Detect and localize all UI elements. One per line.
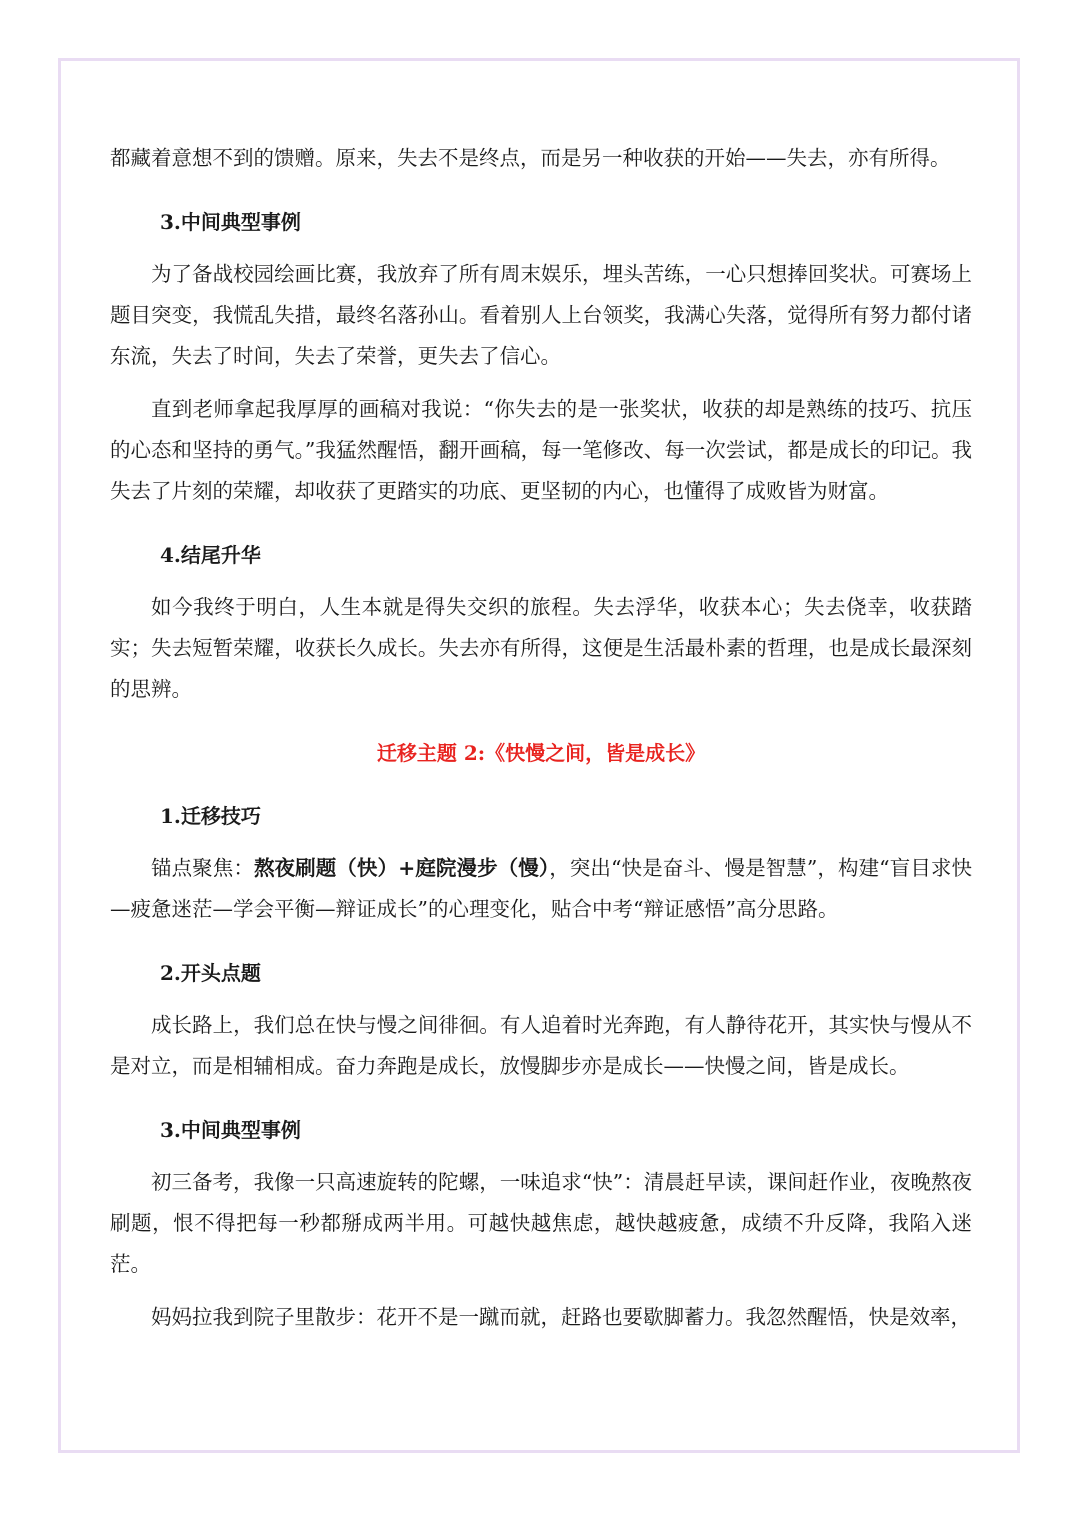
- skill-anchor-bold: 熬夜刷题（快）+庭院漫步（慢）: [253, 856, 550, 880]
- example-paragraph-1a: 为了备战校园绘画比赛，我放弃了所有周末娱乐，埋头苦练，一心只想捧回奖状。可赛场上题目突变，我慌乱失措，最终名落孙山。看着别人上台领奖，我满心失落，觉得所有努力都付诸东流，失去了时间，失去了荣誉，更失去了信心。: [110, 262, 972, 368]
- section-heading-middle-examples: 3.中间典型事例: [160, 210, 301, 234]
- skill-prefix: 锚点聚焦：: [151, 856, 254, 880]
- ending-paragraph: 如今我终于明白，人生本就是得失交织的旅程。失去浮华，收获本心；失去侥幸，收获踏实；失去短暂荣耀，收获长久成长。失去亦有所得，这便是生活最朴素的哲理，也是成长最深刻的思辨。: [110, 595, 972, 701]
- section-heading-opening: 2.开头点题: [160, 961, 261, 985]
- theme-2-title: 迁移主题 2:《快慢之间，皆是成长》: [376, 741, 706, 765]
- intro-ending-paragraph: 都藏着意想不到的馈赠。原来，失去不是终点，而是另一种收获的开始——失去，亦有所得。: [110, 146, 951, 170]
- skill-paragraph: [110, 848, 972, 930]
- section-heading-middle-examples-2: 3.中间典型事例: [160, 1118, 301, 1142]
- opening-paragraph: 成长路上，我们总在快与慢之间徘徊。有人追着时光奔跑，有人静待花开，其实快与慢从不是对立，而是相辅相成。奋力奔跑是成长，放慢脚步亦是成长——快慢之间，皆是成长。: [110, 1013, 972, 1078]
- example-paragraph-1b: 直到老师拿起我厚厚的画稿对我说：“你失去的是一张奖状，收获的却是熟练的技巧、抗压的心态和坚持的勇气。”我猛然醒悟，翻开画稿，每一笔修改、每一次尝试，都是成长的印记。我失去了片刻的荣耀，却收获了更踏实的功底、更坚韧的内心，也懂得了成败皆为财富。: [110, 397, 972, 503]
- section-heading-ending: 4.结尾升华: [160, 543, 261, 567]
- example-paragraph-2a: 初三备考，我像一只高速旋转的陀螺，一味追求“快”：清晨赶早读，课间赶作业，夜晚熬夜刷题，恨不得把每一秒都掰成两半用。可越快越焦虑，越快越疲惫，成绩不升反降，我陷入迷茫。: [110, 1170, 972, 1276]
- section-heading-skill: 1.迁移技巧: [160, 804, 261, 828]
- document-content: [110, 138, 972, 1338]
- skill-suffix: ，突出“快是奋斗、慢是智慧”，构建“盲目求快—疲惫迷茫—学会平衡—辩证成长”的心理变化，贴合中考“辩证感悟”高分思路。: [110, 856, 972, 921]
- example-paragraph-2b: 妈妈拉我到院子里散步：花开不是一蹴而就，赶路也要歇脚蓄力。我忽然醒悟，快是效率，: [151, 1305, 971, 1329]
